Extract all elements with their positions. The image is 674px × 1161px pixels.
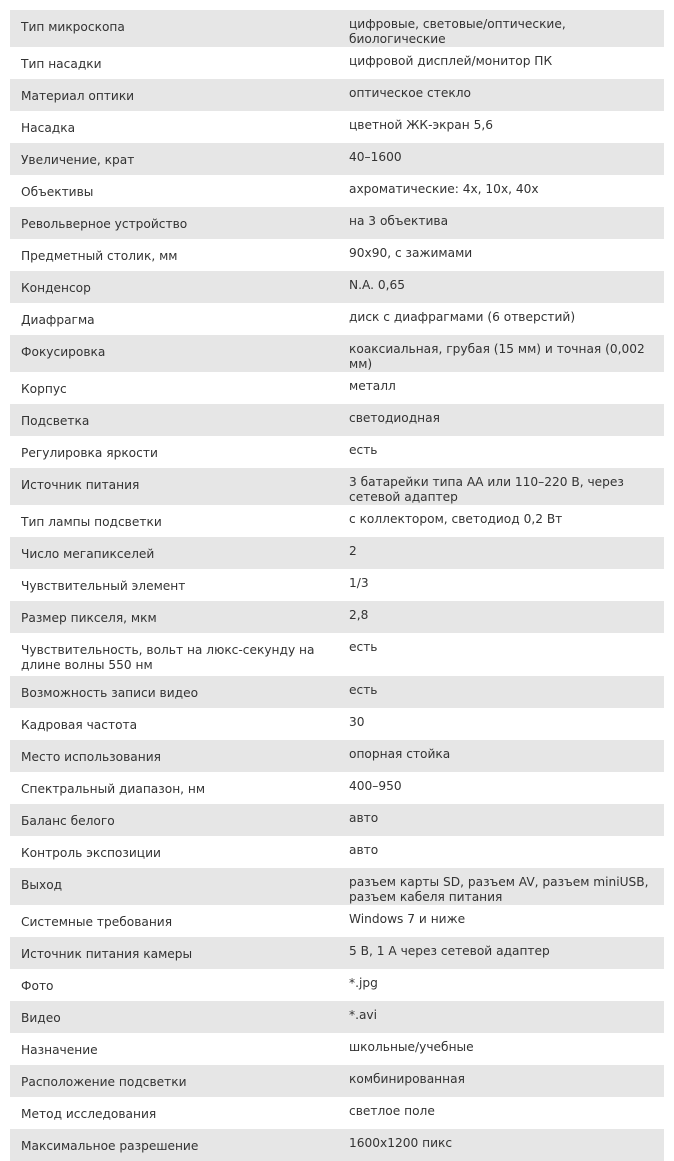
spec-value: цифровые, световые/оптические, биологические <box>349 17 566 46</box>
spec-value: 2,8 <box>349 608 369 622</box>
spec-value: цифровой дисплей/монитор ПК <box>349 54 553 68</box>
spec-row <box>10 111 664 143</box>
spec-label: Кадровая частота <box>21 718 138 732</box>
spec-value: 90х90, с зажимами <box>349 246 473 260</box>
spec-value: цветной ЖК-экран 5,6 <box>349 118 493 132</box>
spec-value: металл <box>349 379 396 393</box>
spec-label: Подсветка <box>21 414 90 428</box>
spec-label: Число мегапикселей <box>21 547 155 561</box>
spec-value: ахроматические: 4х, 10х, 40х <box>349 182 539 196</box>
spec-row <box>10 708 664 740</box>
spec-row <box>10 1065 664 1097</box>
spec-row <box>10 436 664 468</box>
spec-label: Баланс белого <box>21 814 115 828</box>
spec-row <box>10 905 664 937</box>
spec-value: комбинированная <box>349 1072 465 1086</box>
spec-value: коаксиальная, грубая (15 мм) и точная (0,002 мм) <box>349 342 645 371</box>
spec-label: Фото <box>21 979 54 993</box>
spec-value: 3 батарейки типа АА или 110–220 В, через сетевой адаптер <box>349 475 624 504</box>
spec-row <box>10 505 664 537</box>
spec-label: Тип лампы подсветки <box>21 515 162 529</box>
spec-label: Конденсор <box>21 281 91 295</box>
spec-row <box>10 468 664 505</box>
spec-value: 400–950 <box>349 779 402 793</box>
spec-value: 1600х1200 пикс <box>349 1136 453 1150</box>
spec-row <box>10 569 664 601</box>
spec-label: Спектральный диапазон, нм <box>21 782 206 796</box>
spec-label: Максимальное разрешение <box>21 1139 199 1153</box>
spec-label: Источник питания камеры <box>21 947 193 961</box>
spec-row <box>10 772 664 804</box>
spec-label: Объективы <box>21 185 94 199</box>
spec-label: Револьверное устройство <box>21 217 188 231</box>
spec-row <box>10 303 664 335</box>
spec-label: Возможность записи видео <box>21 686 199 700</box>
spec-row <box>10 740 664 772</box>
spec-row <box>10 10 664 47</box>
spec-row <box>10 1001 664 1033</box>
spec-value: разъем карты SD, разъем AV, разъем miniUSB, разъем кабеля питания <box>349 875 649 904</box>
spec-value: есть <box>349 640 378 654</box>
spec-value: *.avi <box>349 1008 378 1022</box>
spec-value: диск с диафрагмами (6 отверстий) <box>349 310 576 324</box>
spec-row <box>10 1033 664 1065</box>
spec-label: Корпус <box>21 382 67 396</box>
spec-row <box>10 239 664 271</box>
spec-value: 40–1600 <box>349 150 402 164</box>
spec-row <box>10 537 664 569</box>
spec-label: Расположение подсветки <box>21 1075 187 1089</box>
spec-row <box>10 372 664 404</box>
spec-label: Диафрагма <box>21 313 95 327</box>
spec-row <box>10 79 664 111</box>
spec-label: Тип насадки <box>21 57 102 71</box>
spec-row <box>10 676 664 708</box>
spec-label: Чувствительный элемент <box>21 579 186 593</box>
spec-value: *.jpg <box>349 976 378 990</box>
spec-label: Увеличение, крат <box>21 153 135 167</box>
spec-row <box>10 404 664 436</box>
spec-value: есть <box>349 443 378 457</box>
spec-value: есть <box>349 683 378 697</box>
spec-row <box>10 1097 664 1129</box>
spec-label: Чувствительность, вольт на люкс-секунду на длине волны 550 нм <box>21 643 315 672</box>
spec-value: авто <box>349 811 379 825</box>
spec-value: 5 В, 1 А через сетевой адаптер <box>349 944 550 958</box>
spec-value: Windows 7 и ниже <box>349 912 466 926</box>
spec-label: Видео <box>21 1011 61 1025</box>
spec-label: Тип микроскопа <box>21 20 125 34</box>
spec-row <box>10 207 664 239</box>
spec-label: Материал оптики <box>21 89 135 103</box>
spec-value: оптическое стекло <box>349 86 471 100</box>
spec-label: Насадка <box>21 121 76 135</box>
spec-value: 2 <box>349 544 357 558</box>
spec-row <box>10 1129 664 1161</box>
spec-label: Системные требования <box>21 915 173 929</box>
spec-label: Место использования <box>21 750 161 764</box>
spec-row <box>10 271 664 303</box>
spec-label: Выход <box>21 878 63 892</box>
spec-value: светлое поле <box>349 1104 435 1118</box>
spec-row <box>10 47 664 79</box>
spec-row <box>10 335 664 372</box>
spec-value: опорная стойка <box>349 747 451 761</box>
spec-row <box>10 143 664 175</box>
spec-label: Источник питания <box>21 478 140 492</box>
spec-value: школьные/учебные <box>349 1040 474 1054</box>
spec-row <box>10 175 664 207</box>
spec-value: с коллектором, светодиод 0,2 Вт <box>349 512 563 526</box>
specs-table <box>10 10 664 1161</box>
spec-row <box>10 969 664 1001</box>
spec-value: светодиодная <box>349 411 440 425</box>
spec-value: N.A. 0,65 <box>349 278 405 292</box>
spec-value: 1/3 <box>349 576 369 590</box>
spec-row <box>10 836 664 868</box>
spec-label: Контроль экспозиции <box>21 846 161 860</box>
spec-label: Предметный столик, мм <box>21 249 178 263</box>
spec-row <box>10 804 664 836</box>
spec-label: Регулировка яркости <box>21 446 158 460</box>
spec-label: Назначение <box>21 1043 98 1057</box>
spec-row <box>10 633 664 676</box>
spec-value: на 3 объектива <box>349 214 449 228</box>
spec-label: Метод исследования <box>21 1107 157 1121</box>
spec-value: 30 <box>349 715 365 729</box>
spec-value: авто <box>349 843 379 857</box>
spec-row <box>10 937 664 969</box>
spec-row <box>10 601 664 633</box>
spec-label: Фокусировка <box>21 345 106 359</box>
spec-label: Размер пикселя, мкм <box>21 611 157 625</box>
spec-row <box>10 868 664 905</box>
